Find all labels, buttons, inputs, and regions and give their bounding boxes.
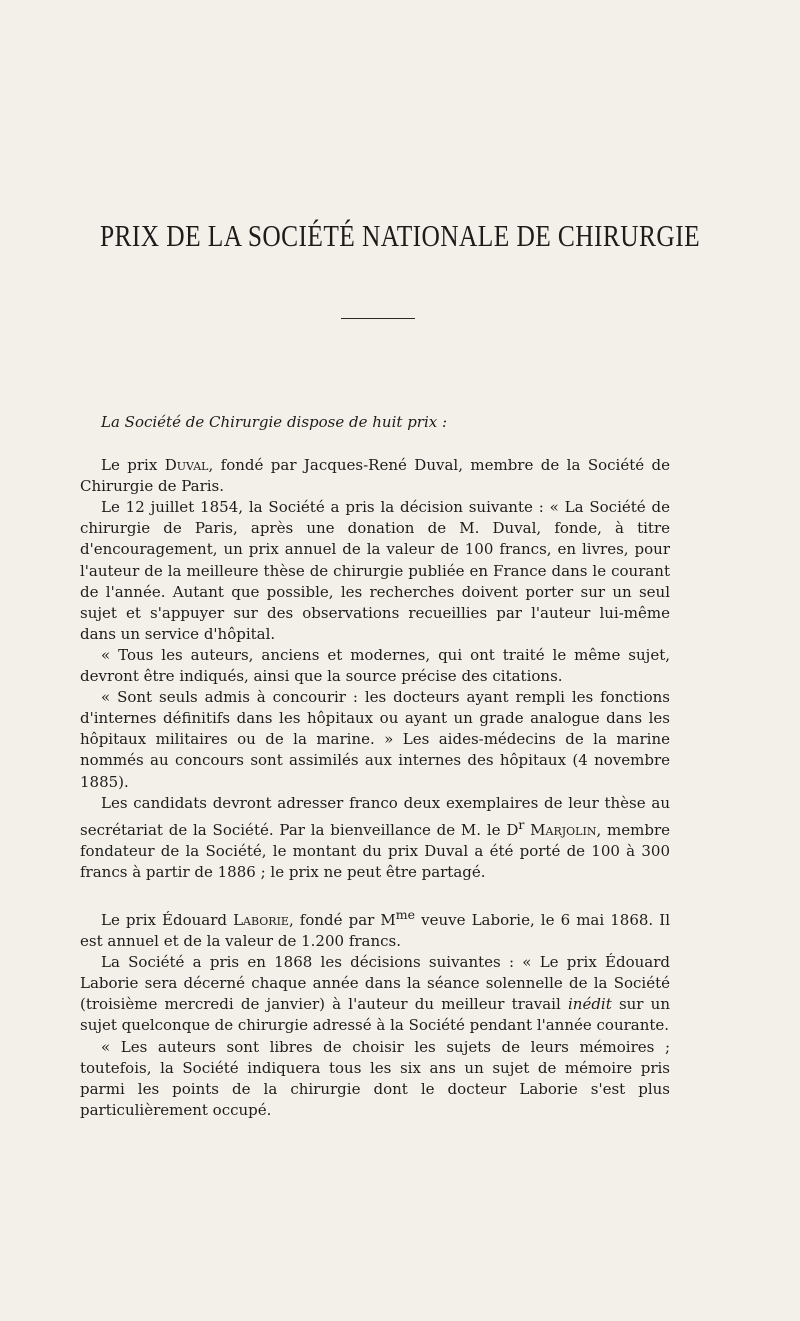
emphasis-inedit: inédit — [567, 995, 612, 1014]
text-run: veuve Laborie, le 6 mai 1868. Il est annuel et de la valeur de 1.200 francs. — [80, 910, 670, 951]
superscript: r — [518, 816, 525, 832]
superscript: me — [395, 906, 416, 922]
paragraph-authors-free: « Les auteurs sont libres de choisir les sujets de leurs mémoires ; toutefois, la Société indiquera tous les six ans un sujet de mémoire pris parmi les points de la chirurgie dont le docteur Laborie s'est plus particulièrement occupé. — [80, 1037, 670, 1119]
paragraph-authors: « Tous les auteurs, anciens et modernes, qui ont traité le même sujet, devront être indiqués, ainsi que la source précise des citations. — [80, 645, 670, 686]
paragraph-admission: « Sont seuls admis à concourir : les docteurs ayant rempli les fonctions d'internes définitifs dans les hôpitaux ou ayant un grade analogue dans les hôpitaux militaires ou de la marine. » Les aides-médecins de la marine nommés au concours sont assimilés aux internes des hôpitaux (4 novembre 1885). — [80, 688, 670, 791]
name-marjolin: Marjolin — [524, 820, 597, 839]
paragraph-decision-1854: Le 12 juillet 1854, la Société a pris la décision suivante : « La Société de chirurgie de Paris, après une donation de M. Duval, fonde, à titre d'encouragement, un prix annuel de la valeur de 100 francs, en livres, pour l'auteur de la meilleure thèse de chirurgie publiée en France dans le courant de l'année. Autant que possible, les recherches doivent porter sur un seul sujet et s'appuyer sur des observations recueillies par l'auteur lui-même dans un service d'hôpital. — [80, 498, 670, 643]
intro-line: La Société de Chirurgie dispose de huit prix : — [101, 413, 448, 431]
text-run: La Société a pris en 1868 les décisions suivantes : « Le prix Édouard Laborie sera décerné chaque année dans la séance solennelle de la Société (troisième mercredi de janvier) à l'auteur du meilleur travail — [80, 953, 670, 1014]
text-run: , fondé par M — [288, 910, 396, 929]
paragraph-decisions-1868 — [80, 952, 670, 1036]
text-run: Le prix Édouard — [101, 910, 234, 929]
paragraph-laborie-prize — [80, 904, 670, 952]
paragraph-duval-prize — [80, 455, 670, 497]
name-duval: Duval — [164, 456, 209, 475]
text-run: Le prix — [101, 456, 165, 475]
text-run: Les candidats devront adresser franco deux exemplaires de leur thèse au secrétariat de la Société. Par la bienveillance de M. le D — [80, 793, 670, 839]
page-title: PRIX DE LA SOCIÉTÉ NATIONALE DE CHIRURGIE — [99, 218, 701, 253]
text-run: , fondé par Jacques-René Duval, membre de la Société de Chirurgie de Paris. — [80, 456, 670, 496]
paragraph-candidates — [80, 793, 670, 883]
text-run: , membre fondateur de la Société, le montant du prix Duval a été porté de 100 à 300 francs à partir de 1886 ; le prix ne peut être partagé. — [80, 820, 670, 881]
title-divider — [341, 318, 415, 319]
text-run: sur un sujet quelconque de chirurgie adressé à la Société pendant l'année courante. — [80, 995, 670, 1035]
name-laborie: Laborie — [233, 910, 289, 929]
document-body — [80, 412, 670, 1121]
